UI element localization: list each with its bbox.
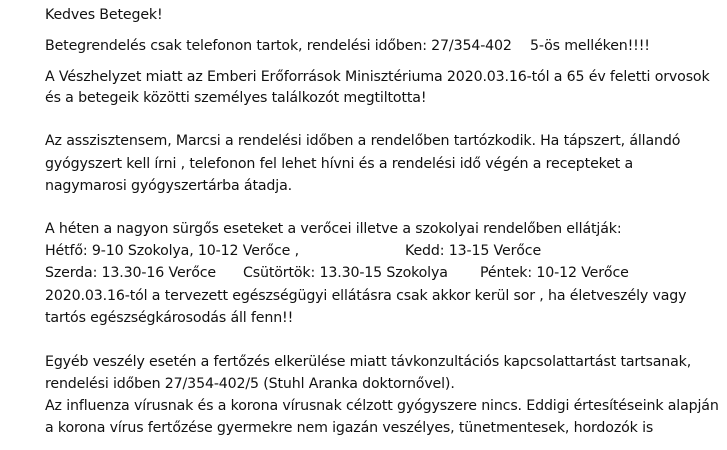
- schedule-tuesday: Kedd: 13-15 Verőce: [405, 243, 542, 259]
- booking-extension: 5-ös melléken!!!!: [530, 38, 650, 54]
- schedule-thursday: Csütörtök: 13.30-15 Szokolya: [243, 265, 448, 281]
- schedule-monday: Hétfő: 9-10 Szokolya, 10-12 Verőce ,: [45, 243, 299, 259]
- urgent-intro: A héten a nagyon sürgős eseteket a verőcei illetve a szokolyai rendelőben ellátják:: [45, 221, 622, 237]
- other-line-4: a korona vírus fertőzése gyermekre nem igazán veszélyes, tünetmentesek, hordozók is: [45, 420, 654, 436]
- planned-care-line-1: 2020.03.16-tól a tervezett egészségügyi ellátásra csak akkor kerül sor , ha életveszély vagy: [45, 288, 687, 304]
- assistant-line-1: Az asszisztensem, Marcsi a rendelési időben a rendelőben tartózkodik. Ha tápszert, állandó: [45, 133, 681, 149]
- schedule-friday: Péntek: 10-12 Verőce: [480, 265, 629, 281]
- other-line-2: rendelési időben 27/354-402/5 (Stuhl Aranka doktornővel).: [45, 376, 455, 392]
- emergency-line-2: és a betegeik közötti személyes találkozót megtiltotta!: [45, 90, 427, 106]
- emergency-line-1: A Vészhelyzet miatt az Emberi Erőforrások Minisztériuma 2020.03.16-tól a 65 év feletti orvosok: [45, 69, 710, 85]
- assistant-line-3: nagymarosi gyógyszertárba átadja.: [45, 178, 292, 194]
- other-line-1: Egyéb veszély esetén a fertőzés elkerülése miatt távkonzultációs kapcsolattartást tartsanak,: [45, 354, 692, 370]
- greeting: Kedves Betegek!: [45, 7, 163, 23]
- other-line-3: Az influenza vírusnak és a korona vírusnak célzott gyógyszere nincs. Eddigi értesítéseink alapján: [45, 398, 719, 414]
- assistant-line-2: gyógyszert kell írni , telefonon fel lehet hívni és a rendelési idő végén a recepteket a: [45, 156, 634, 172]
- booking-text: Betegrendelés csak telefonon tartok, rendelési időben: 27/354-402: [45, 38, 512, 54]
- schedule-wednesday: Szerda: 13.30-16 Verőce: [45, 265, 216, 281]
- planned-care-line-2: tartós egészségkárosodás áll fenn!!: [45, 310, 294, 326]
